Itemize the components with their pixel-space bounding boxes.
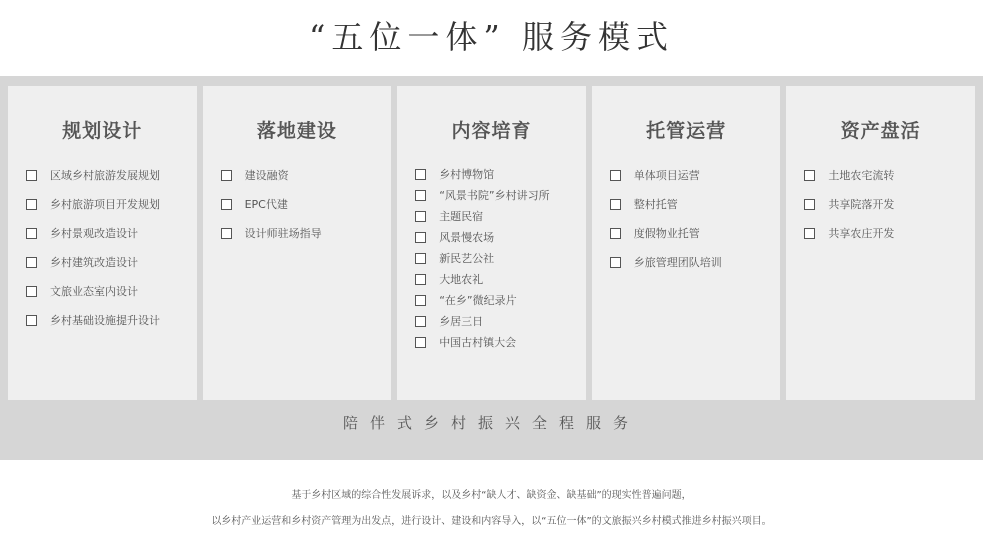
checkbox-icon xyxy=(26,228,37,239)
list-item xyxy=(415,333,586,351)
checkbox-icon xyxy=(804,228,815,239)
checkbox-icon xyxy=(415,211,426,222)
item-label: 乡村博物馆 xyxy=(439,168,495,181)
list-item xyxy=(415,312,586,330)
description-line-1: 基于乡村区域的综合性发展诉求，以及乡村“缺人才、缺资金、缺基础”的现实性普遍问题， xyxy=(291,490,692,501)
item-label: 乡村基础设施提升设计 xyxy=(50,314,160,327)
checkbox-icon xyxy=(221,199,232,210)
checkbox-icon xyxy=(26,199,37,210)
list-item xyxy=(415,207,586,225)
item-label: “风景书院”乡村讲习所 xyxy=(439,189,550,202)
item-label: 区域乡村旅游发展规划 xyxy=(50,169,160,182)
column-planning-design xyxy=(8,86,197,400)
list-item xyxy=(804,194,975,214)
list-item xyxy=(610,194,781,214)
column-content-cultivation xyxy=(397,86,586,400)
description-line-2: 以乡村产业运营和乡村资产管理为出发点，进行设计、建设和内容导入，以“五位一体”的文旅振兴乡村模式推进乡村振兴项目。 xyxy=(211,516,772,527)
list-item xyxy=(415,291,586,309)
item-label: 共享院落开发 xyxy=(828,198,895,211)
checkbox-icon xyxy=(221,228,232,239)
checkbox-icon xyxy=(26,170,37,181)
item-label: 单体项目运营 xyxy=(633,169,700,182)
list-item xyxy=(26,310,197,330)
list-item xyxy=(610,165,781,185)
list-item xyxy=(26,194,197,214)
column-title: 规划设计 xyxy=(62,120,143,142)
list-item xyxy=(415,165,586,183)
checkbox-icon xyxy=(415,169,426,180)
list-item xyxy=(26,165,197,185)
checkbox-icon xyxy=(415,190,426,201)
checkbox-icon xyxy=(221,170,232,181)
page-title: “五位一体” 服务模式 xyxy=(309,18,674,56)
item-label: 文旅业态室内设计 xyxy=(50,285,138,298)
checkbox-icon xyxy=(610,257,621,268)
item-label: 风景慢农场 xyxy=(439,231,495,244)
checkbox-icon xyxy=(26,257,37,268)
list-item xyxy=(415,270,586,288)
item-label: 乡村建筑改造设计 xyxy=(50,256,138,269)
checkbox-icon xyxy=(610,228,621,239)
item-label: 乡村旅游项目开发规划 xyxy=(50,198,160,211)
checkbox-icon xyxy=(415,232,426,243)
service-band xyxy=(0,76,983,460)
checkbox-icon xyxy=(610,170,621,181)
item-label: 土地农宅流转 xyxy=(828,169,895,182)
item-label: 共享农庄开发 xyxy=(828,227,895,240)
list-item xyxy=(804,165,975,185)
checkbox-icon xyxy=(26,286,37,297)
item-label: 大地农礼 xyxy=(439,273,484,286)
list-item xyxy=(610,252,781,272)
item-label: 度假物业托管 xyxy=(633,227,700,240)
checkbox-icon xyxy=(415,274,426,285)
list-item xyxy=(415,186,586,204)
list-item xyxy=(221,194,392,214)
column-construction xyxy=(203,86,392,400)
list-item xyxy=(26,281,197,301)
column-management-operation xyxy=(592,86,781,400)
column-title: 内容培育 xyxy=(451,120,532,142)
list-item xyxy=(26,223,197,243)
list-item xyxy=(415,228,586,246)
checkbox-icon xyxy=(610,199,621,210)
item-label: 整村托管 xyxy=(633,198,678,211)
item-label: 主题民宿 xyxy=(439,210,484,223)
list-item xyxy=(610,223,781,243)
item-label: 新民艺公社 xyxy=(439,252,495,265)
item-label: EPC代建 xyxy=(244,198,288,211)
list-item xyxy=(26,252,197,272)
checkbox-icon xyxy=(415,253,426,264)
item-label: “在乡”微纪录片 xyxy=(439,294,517,307)
checkbox-icon xyxy=(415,316,426,327)
item-label: 乡村景观改造设计 xyxy=(50,227,138,240)
column-title: 落地建设 xyxy=(256,120,337,142)
list-item xyxy=(804,223,975,243)
column-asset-activation xyxy=(786,86,975,400)
service-columns xyxy=(8,86,975,400)
column-title: 资产盘活 xyxy=(840,120,921,142)
checkbox-icon xyxy=(415,337,426,348)
list-item xyxy=(415,249,586,267)
checkbox-icon xyxy=(415,295,426,306)
band-caption: 陪伴式乡村振兴全程服务 xyxy=(342,414,640,432)
checkbox-icon xyxy=(26,315,37,326)
checkbox-icon xyxy=(804,170,815,181)
item-label: 乡旅管理团队培训 xyxy=(633,256,722,269)
list-item xyxy=(221,223,392,243)
item-label: 建设融资 xyxy=(244,169,289,182)
item-label: 设计师驻场指导 xyxy=(244,227,322,240)
column-title: 托管运营 xyxy=(646,120,727,142)
item-label: 中国古村镇大会 xyxy=(439,336,517,349)
item-label: 乡居三日 xyxy=(439,315,484,328)
checkbox-icon xyxy=(804,199,815,210)
list-item xyxy=(221,165,392,185)
